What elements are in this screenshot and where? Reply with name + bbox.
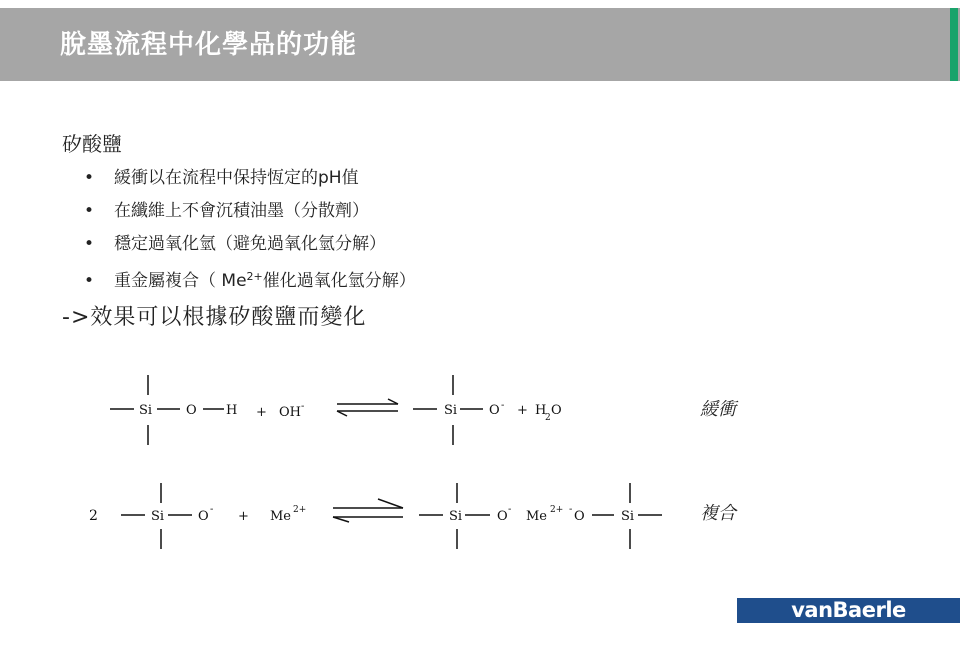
bullet-icon: • [84,271,95,291]
plus-sign: + [256,405,267,420]
bullet-icon: • [84,168,95,188]
charge: - [508,504,512,515]
page-title: 脫墨流程中化學品的功能 [60,30,358,60]
o-atom: O [574,509,585,524]
charge: - [569,504,573,515]
hydroxide: OH [279,405,301,420]
bullet-text-pre: 重金屬複合（ Me [114,271,247,291]
coefficient: 2 [89,508,98,524]
section-heading: 矽酸鹽 [62,132,122,156]
complex-label: 複合 [700,503,736,524]
charge: - [301,401,305,412]
charge: - [210,504,214,515]
bullet-icon: • [84,201,95,221]
water-h: H [535,403,547,418]
charge: 2+ [550,505,564,515]
charge: 2+ [293,505,307,515]
o-atom: O [186,403,197,418]
buffer-label: 緩衝 [700,399,736,420]
water-subscript: 2 [545,413,551,423]
ion-charge: 2+ [246,270,263,283]
bullet-text: 穩定過氧化氫（避免過氧化氫分解） [114,234,386,254]
si-atom: Si [444,403,458,418]
o-atom: O [497,509,508,524]
o-atom: O [489,403,500,418]
plus-sign: + [238,509,249,524]
si-atom: Si [139,403,153,418]
metal-ion: Me [270,509,292,524]
si-atom: Si [151,509,165,524]
water-o: O [551,403,562,418]
conclusion-text: ->效果可以根據矽酸鹽而變化 [62,305,367,330]
metal-ion: Me [526,509,548,524]
bullet-icon: • [84,234,95,254]
o-atom: O [198,509,209,524]
si-atom: Si [449,509,463,524]
bullet-text: 在纖維上不會沉積油墨（分散劑） [114,201,369,221]
plus-sign: + [517,403,528,418]
h-atom: H [226,403,238,418]
bullet-text-post: 催化過氧化氫分解） [262,271,416,291]
charge: - [501,400,505,411]
si-atom: Si [621,509,635,524]
bullet-text: 緩衝以在流程中保持恆定的pH值 [114,168,359,188]
company-logo: vanBaerle [737,598,960,623]
